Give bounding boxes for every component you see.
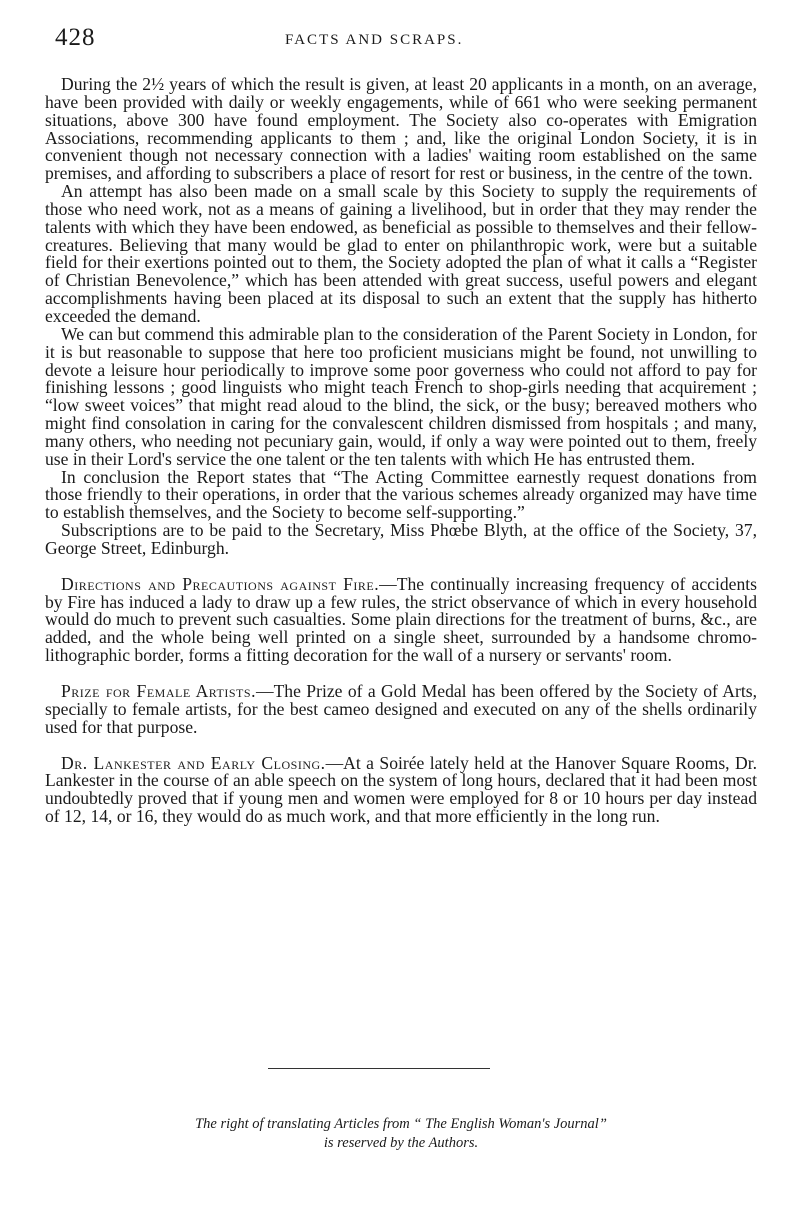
item-heading: Prize for Female Artists.: [61, 681, 256, 701]
item-heading: Dr. Lankester and Early Closing.: [61, 752, 326, 773]
article-body: [45, 76, 757, 826]
paragraph-parent-society: We can but commend this admirable plan to the consideration of the Parent Society in London, for it is but reasonable to suppose that here too proficient musicians might be found, not unwilling to devote a leisure hour periodically to improve some poor governess who could not afford to pay for finishing lessons ; good linguists who might teach French to shop-girls needing that acquirement ; “low sweet voices” that might read aloud to the blind, the sick, or the busy; bereaved mothers who might find consolation in caring for the convalescent children dismissed from hospitals ; and many, many others, who needing not pecuniary gain, would, if only a way were pointed out to them, freely use in their Lord's service the one talent or the ten talents with which He has entrusted them.: [45, 323, 757, 469]
paragraph-results: During the 2½ years of which the result is given, at least 20 applicants in a month, on an average, have been provided with daily or weekly engagements, while of 661 who were seeking permanent situations, above 300 have found employment. The Society also co-operates with Emigration Associations, recommending applicants to them ; and, like the original London Society, it is in convenient though not necessary connection with a ladies' waiting room established on the same premises, and affording to subscribers a place of resort for rest or business, in the centre of the town.: [45, 74, 757, 184]
item-prize-female-artists: [45, 683, 757, 737]
item-text: —The continually increasing frequency of accidents by Fire has induced a lady to draw up a few rules, the strict observance of which in every household would do much to prevent such casualties. Some plain directions for the treatment of burns, &c., are added, and the whole being well printed on a single sheet, surrounded by a handsome chromo-lithographic border, forms a fitting decoration for the wall of a nursery or servants' room.: [45, 573, 757, 666]
item-early-closing: [45, 752, 757, 827]
section-divider: [268, 1068, 490, 1069]
footnote-line-2: is reserved by the Authors.: [323, 1135, 479, 1151]
footnote-line-1: The right of translating Articles from “ The English Woman's Journal”: [195, 1116, 607, 1132]
paragraph-register: An attempt has also been made on a small scale by this Society to supply the requirements of those who need work, not as a means of gaining a livelihood, but in order that they may render the talents with which they have been endowed, as beneficial as possible to themselves and their fellow-creatures. Believing that many would be glad to enter on philanthropic work, were but a suitable field for their exertions pointed out to them, the Society adopted the plan of what it calls a “Register of Christian Benevolence,” which has been attended with great success, useful powers and elegant accomplishments having been placed at its disposal to such an extent that the supply has hitherto exceeded the demand.: [45, 181, 757, 326]
item-text: —The Prize of a Gold Medal has been offered by the Society of Arts, specially to female artists, for the best cameo designed and executed on any of the shells ordinarily used for that purpose.: [45, 681, 757, 737]
item-heading: Directions and Precautions against Fire.: [61, 573, 380, 594]
running-title: FACTS AND SCRAPS.: [285, 32, 464, 48]
page-header: [55, 24, 755, 52]
item-fire-precautions: [45, 573, 757, 666]
page-number: 428: [55, 24, 96, 51]
paragraph-subscriptions: Subscriptions are to be paid to the Secretary, Miss Phœbe Blyth, at the office of the Society, 37, George Street, Edinburgh.: [45, 520, 757, 558]
item-text: —At a Soirée lately held at the Hanover Square Rooms, Dr. Lankester in the course of an able speech on the system of long hours, declared that it had been most undoubtedly proved that if young men and women were employed for 8 or 10 hours per day instead of 12, 14, or 16, they would do as much work, and that more efficiently in the long run.: [45, 752, 757, 827]
copyright-footnote: [45, 1115, 757, 1153]
paragraph-conclusion: In conclusion the Report states that “The Acting Committee earnestly request donations from those friendly to their operations, in order that the various schemes already organized may have time to establish themselves, and the Society to become self-supporting.”: [45, 466, 757, 523]
